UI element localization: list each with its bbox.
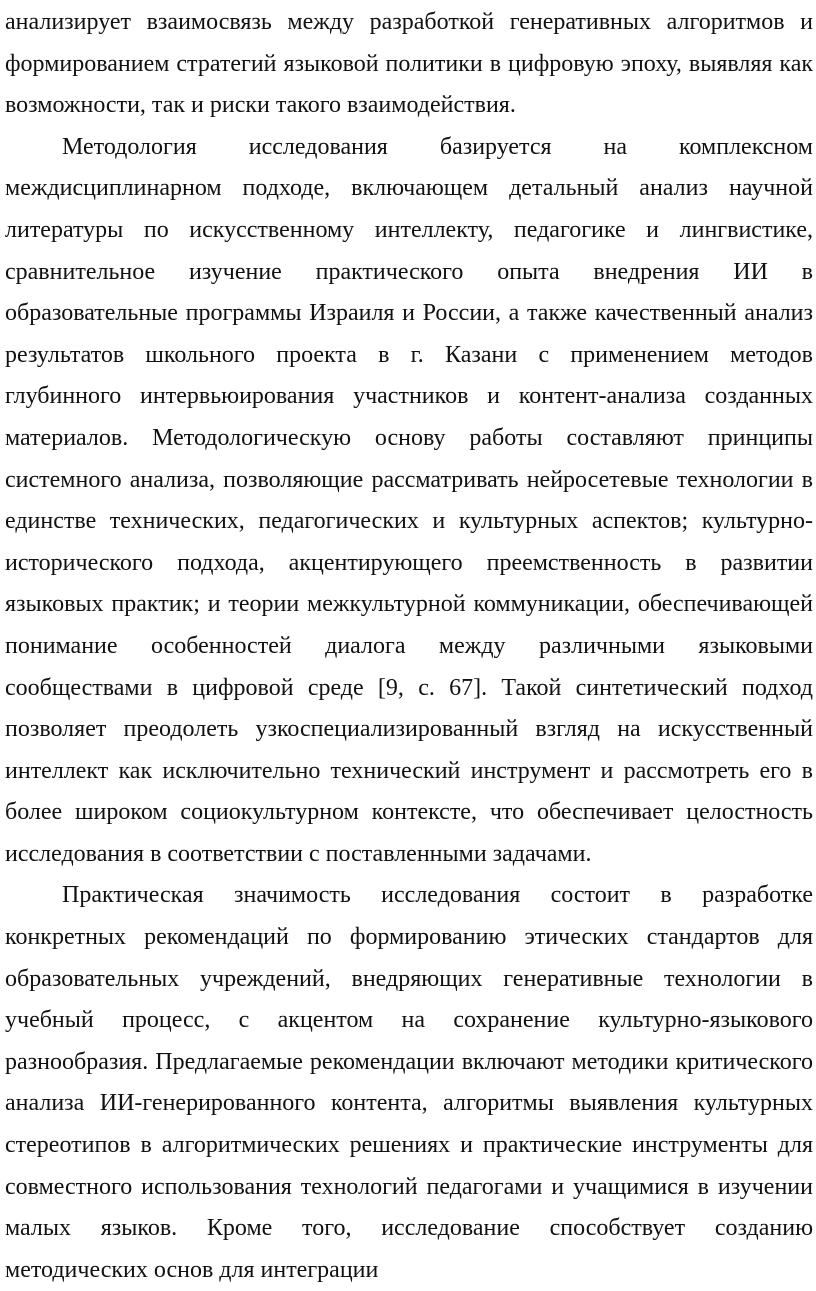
- paragraph-methodology: Методология исследования базируется на комплексном междисциплинарном подходе, включающем детальный анализ научной литературы по искусственному интеллекту, педагогике и лингвистике, сравнительное изучение практического опыта внедрения ИИ в образовательные программы Израиля и России, а также качественный анализ результатов школьного проекта в г. Казани с применением методов глубинного интервьюирования участников и контент-анализа созданных материалов. Методологическую основу работы составляют принципы системного анализа, позволяющие рассматривать нейросетевые технологии в единстве технических, педагогических и культурных аспектов; культурно-исторического подхода, акцентирующего преемственность в развитии языковых практик; и теории межкультурной коммуникации, обеспечивающей понимание особенностей диалога между различными языковыми сообществами в цифровой среде [9, с. 67]. Такой синтетический подход позволяет преодолеть узкоспециализированный взгляд на искусственный интеллект как исключительно технический инструмент и рассмотреть его в более широком социокультурном контексте, что обеспечивает целостность исследования в соответствии с поставленными задачами.: [5, 133, 813, 867]
- paragraph-continuation: анализирует взаимосвязь между разработкой генеративных алгоритмов и формированием стратегий языковой политики в цифровую эпоху, выявляя как возможности, так и риски такого взаимодействия.: [5, 9, 813, 119]
- document-page: [5, 2, 813, 1291]
- paragraph-practical-significance: Практическая значимость исследования состоит в разработке конкретных рекомендаций по формированию этических стандартов для образовательных учреждений, внедряющих генеративные технологии в учебный процесс, с акцентом на сохранение культурно-языкового разнообразия. Предлагаемые рекомендации включают методики критического анализа ИИ-генерированного контента, алгоритмы выявления культурных стереотипов в алгоритмических решениях и практические инструменты для совместного использования технологий педагогами и учащимися в изучении малых языков. Кроме того, исследование способствует созданию методических основ для интеграции: [5, 882, 813, 1283]
